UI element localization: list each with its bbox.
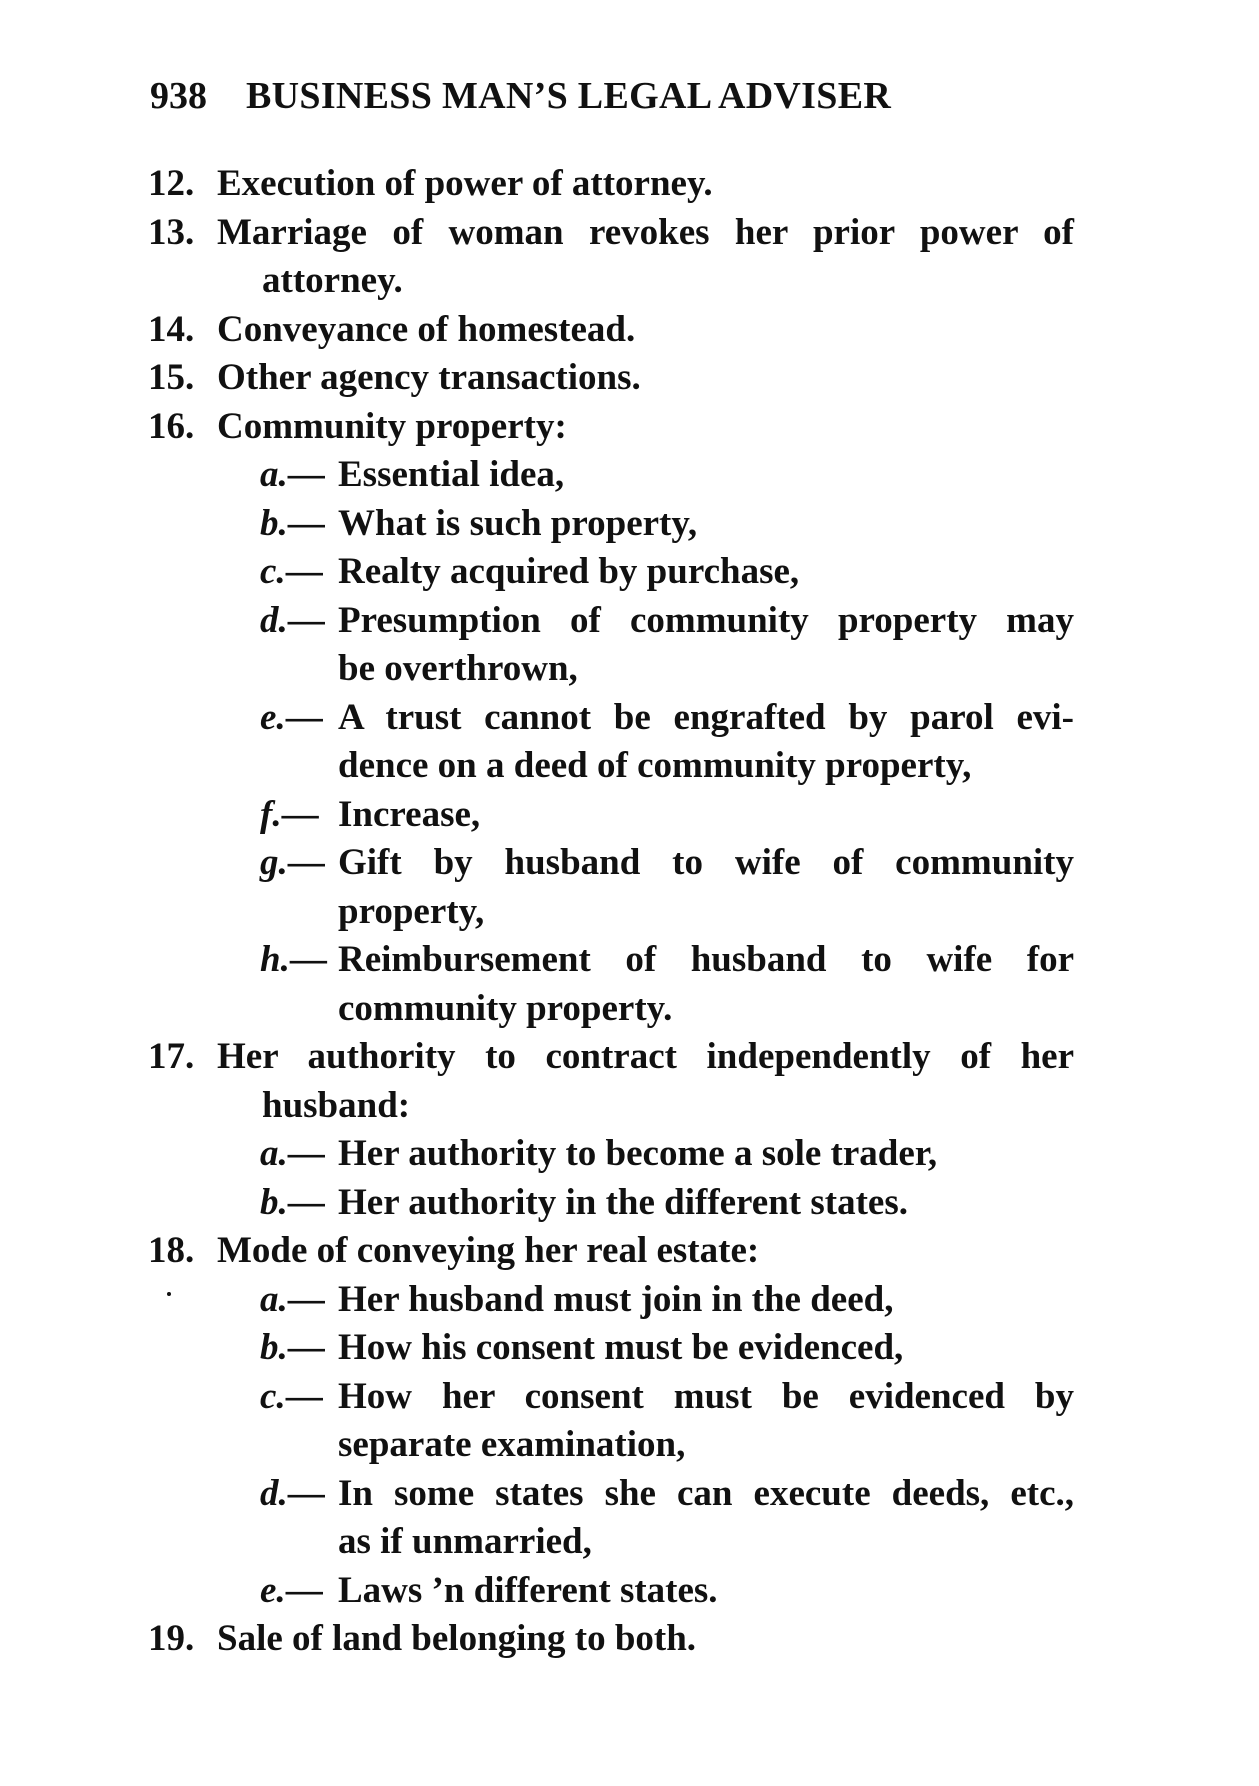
entry-text: Community property: bbox=[217, 405, 567, 447]
entry-number: 12. bbox=[148, 163, 195, 204]
toc-entry-15 bbox=[148, 354, 1074, 403]
page-number: 938 bbox=[150, 75, 207, 117]
entry-text: Marriage of woman revokes her prior power of bbox=[217, 211, 1074, 253]
sub-text-continued: dence on a deed of community property, bbox=[338, 745, 972, 786]
entry-text: Mode of conveying her real estate: bbox=[217, 1230, 760, 1271]
entry-text-continued: attorney. bbox=[262, 260, 403, 301]
sub-letter: a.— bbox=[260, 1133, 325, 1174]
sub-entry-17a bbox=[148, 1130, 1074, 1179]
sub-entry-18e bbox=[148, 1567, 1074, 1616]
sub-text-continued: be overthrown, bbox=[338, 648, 578, 689]
sub-letter: c.— bbox=[260, 1375, 323, 1417]
sub-text-continued: as if unmarried, bbox=[338, 1521, 592, 1562]
sub-entry-16c bbox=[148, 548, 1074, 597]
toc-entry-19 bbox=[148, 1615, 1074, 1664]
toc-entry-18 bbox=[148, 1227, 1074, 1276]
sub-letter: e.— bbox=[260, 1569, 323, 1611]
sub-text: Essential idea, bbox=[338, 454, 565, 495]
sub-entry-17b bbox=[148, 1179, 1074, 1228]
sub-letter: h.— bbox=[260, 939, 327, 980]
entry-number: 17. bbox=[148, 1036, 195, 1077]
sub-entry-18b bbox=[148, 1324, 1074, 1373]
sub-text-continued: separate examination, bbox=[338, 1424, 686, 1465]
sub-letter: f.— bbox=[260, 793, 319, 835]
sub-text: Laws ʼn different states. bbox=[338, 1569, 718, 1611]
sub-letter: e.— bbox=[260, 696, 323, 738]
entry-number: 14. bbox=[148, 308, 195, 350]
sub-entry-18d bbox=[148, 1470, 1074, 1567]
sub-letter: d.— bbox=[260, 599, 325, 641]
sub-entry-16d bbox=[148, 597, 1074, 694]
sub-text: Realty acquired by purchase, bbox=[338, 551, 800, 592]
sub-letter: g.— bbox=[260, 842, 325, 883]
entry-text: Other agency transactions. bbox=[217, 357, 641, 398]
sub-text-continued: property, bbox=[338, 890, 485, 932]
running-title: BUSINESS MAN’S LEGAL ADVISER bbox=[246, 75, 892, 117]
sub-text: Her authority to become a sole trader, bbox=[338, 1133, 938, 1174]
sub-letter: b.— bbox=[260, 1327, 325, 1368]
sub-text: Reimbursement of husband to wife for bbox=[338, 939, 1074, 980]
sub-entry-16a bbox=[148, 451, 1074, 500]
entry-number: 16. bbox=[148, 405, 195, 447]
sub-text: Presumption of community property may bbox=[338, 599, 1074, 641]
entry-text-continued: husband: bbox=[262, 1084, 411, 1126]
ink-speck bbox=[167, 1292, 171, 1296]
entry-text: Execution of power of attorney. bbox=[217, 163, 713, 204]
sub-entry-16b bbox=[148, 500, 1074, 549]
sub-text: In some states she can execute deeds, etc., bbox=[338, 1472, 1074, 1514]
entry-text: Her authority to contract independently of her bbox=[217, 1036, 1074, 1077]
sub-text: Her authority in the different states. bbox=[338, 1181, 908, 1223]
entry-number: 19. bbox=[148, 1618, 195, 1659]
sub-entry-18c bbox=[148, 1373, 1074, 1470]
sub-entry-16f bbox=[148, 791, 1074, 840]
page-header bbox=[150, 72, 1050, 120]
sub-entry-16g bbox=[148, 839, 1074, 936]
table-of-contents bbox=[148, 160, 1074, 1664]
sub-text: How her consent must be evidenced by bbox=[338, 1375, 1074, 1417]
sub-text-continued: community property. bbox=[338, 987, 673, 1029]
sub-letter: d.— bbox=[260, 1472, 325, 1514]
sub-text: Her husband must join in the deed, bbox=[338, 1278, 894, 1320]
entry-number: 13. bbox=[148, 211, 195, 253]
toc-entry-12 bbox=[148, 160, 1074, 209]
sub-text: Gift by husband to wife of community bbox=[338, 842, 1074, 883]
sub-entry-16h bbox=[148, 936, 1074, 1033]
sub-letter: a.— bbox=[260, 454, 325, 495]
toc-entry-13 bbox=[148, 209, 1074, 306]
entry-number: 18. bbox=[148, 1230, 195, 1271]
sub-text: How his consent must be evidenced, bbox=[338, 1327, 904, 1368]
entry-number: 15. bbox=[148, 357, 195, 398]
sub-letter: a.— bbox=[260, 1278, 325, 1320]
sub-letter: b.— bbox=[260, 1181, 325, 1223]
toc-entry-16 bbox=[148, 403, 1074, 452]
entry-text: Sale of land belonging to both. bbox=[217, 1618, 697, 1659]
sub-entry-16e bbox=[148, 694, 1074, 791]
sub-text: Increase, bbox=[338, 793, 481, 835]
toc-entry-17 bbox=[148, 1033, 1074, 1130]
sub-letter: c.— bbox=[260, 551, 323, 592]
toc-entry-14 bbox=[148, 306, 1074, 355]
sub-entry-18a bbox=[148, 1276, 1074, 1325]
entry-text: Conveyance of homestead. bbox=[217, 308, 636, 350]
sub-letter: b.— bbox=[260, 502, 325, 544]
sub-text: A trust cannot be engrafted by parol evi- bbox=[338, 696, 1074, 738]
sub-text: What is such property, bbox=[338, 502, 698, 544]
